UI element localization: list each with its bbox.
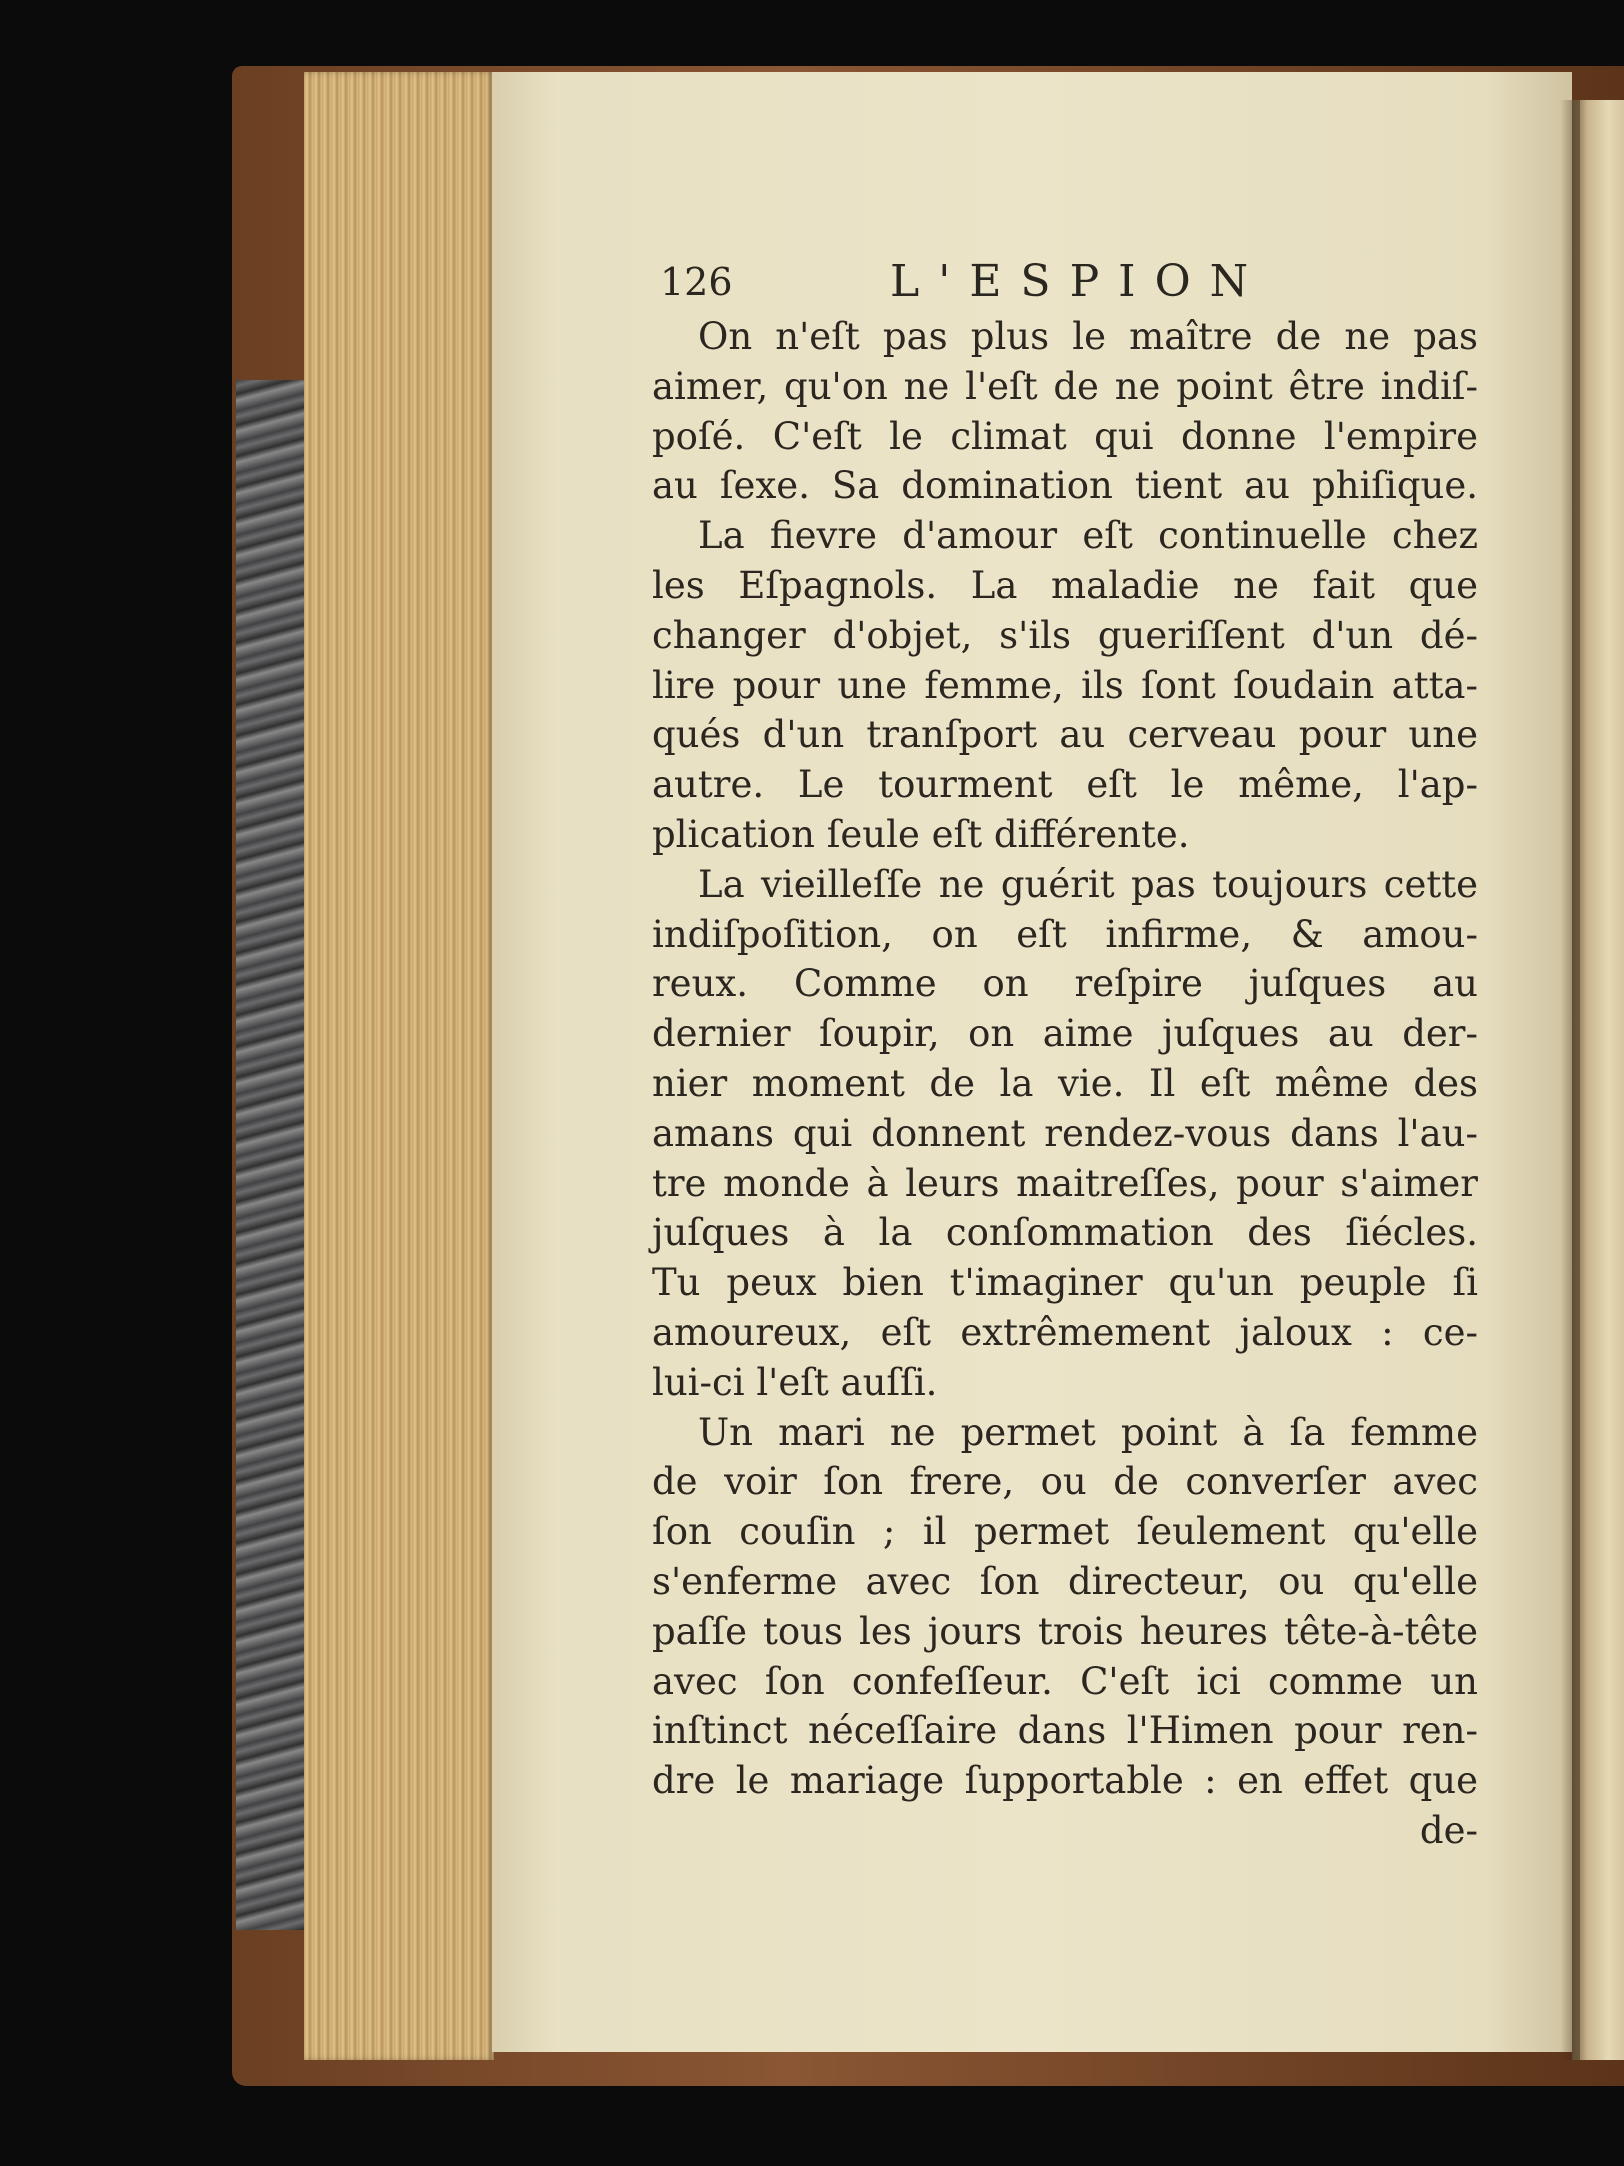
text-line: ſon couſin ; il permet ſeulement qu'elle	[652, 1510, 1478, 1554]
text-line: avec ſon confeſſeur. C'eſt ici comme un	[652, 1659, 1478, 1703]
text-line: s'enferme avec ſon directeur, ou qu'elle	[652, 1559, 1478, 1603]
text-line: lui-ci l'eſt auſſi.	[652, 1360, 938, 1404]
text-line: indiſpoſition, on eſt infirme, & amou-	[652, 912, 1478, 956]
text-line: dre le mariage ſupportable : en effet que	[652, 1759, 1478, 1803]
marbled-board	[236, 380, 306, 1930]
page-edges	[304, 72, 494, 2060]
page-number: 126	[660, 260, 733, 304]
text-line: plication ſeule eſt différente.	[652, 812, 1190, 856]
text-line: La vieilleſſe ne guérit pas toujours cette	[698, 862, 1478, 906]
catchword: de-	[1419, 1808, 1478, 1852]
text-line: aimer, qu'on ne l'eſt de ne point être indiſ-	[652, 364, 1478, 408]
text-line: La fievre d'amour eſt continuelle chez	[698, 514, 1478, 558]
text-line: amoureux, eſt extrêmement jaloux : ce-	[652, 1310, 1478, 1354]
text-line: reux. Comme on reſpire juſques au	[652, 962, 1478, 1006]
book-title: L'ESPION	[890, 256, 1268, 307]
text-line: qués d'un tranſport au cerveau pour une	[652, 713, 1478, 757]
body-text	[652, 312, 1478, 1856]
text-line: changer d'objet, s'ils gueriſſent d'un dé-	[652, 613, 1478, 657]
text-line: juſques à la conſommation des ſiécles.	[652, 1211, 1478, 1255]
text-line: lire pour une femme, ils ſont ſoudain atta-	[652, 663, 1478, 707]
text-line: Tu peux bien t'imaginer qu'un peuple ſi	[652, 1261, 1478, 1305]
text-line: dernier ſoupir, on aime juſques au der-	[652, 1012, 1478, 1056]
text-line: de voir ſon frere, ou de converſer avec	[652, 1460, 1478, 1504]
running-head	[660, 252, 1480, 312]
text-line: au ſexe. Sa domination tient au phiſique.	[652, 464, 1478, 508]
gutter-shadow	[1560, 100, 1580, 2060]
text-line: On n'eſt pas plus le maître de ne pas	[698, 315, 1478, 358]
text-line: Un mari ne permet point à ſa femme	[698, 1410, 1478, 1454]
text-line: tre monde à leurs maitreſſes, pour s'aimer	[652, 1161, 1478, 1205]
text-line: paſſe tous les jours trois heures tête-à-tête	[652, 1609, 1478, 1653]
text-line: poſé. C'eſt le climat qui donne l'empire	[652, 414, 1478, 458]
text-line: nier moment de la vie. Il eſt même des	[652, 1061, 1478, 1105]
text-line: amans qui donnent rendez-vous dans l'au-	[652, 1111, 1478, 1155]
text-line: autre. Le tourment eſt le même, l'ap-	[652, 763, 1478, 807]
text-line: inſtinct néceſſaire dans l'Himen pour ren-	[652, 1709, 1478, 1753]
text-line: les Eſpagnols. La maladie ne fait que	[652, 563, 1478, 607]
